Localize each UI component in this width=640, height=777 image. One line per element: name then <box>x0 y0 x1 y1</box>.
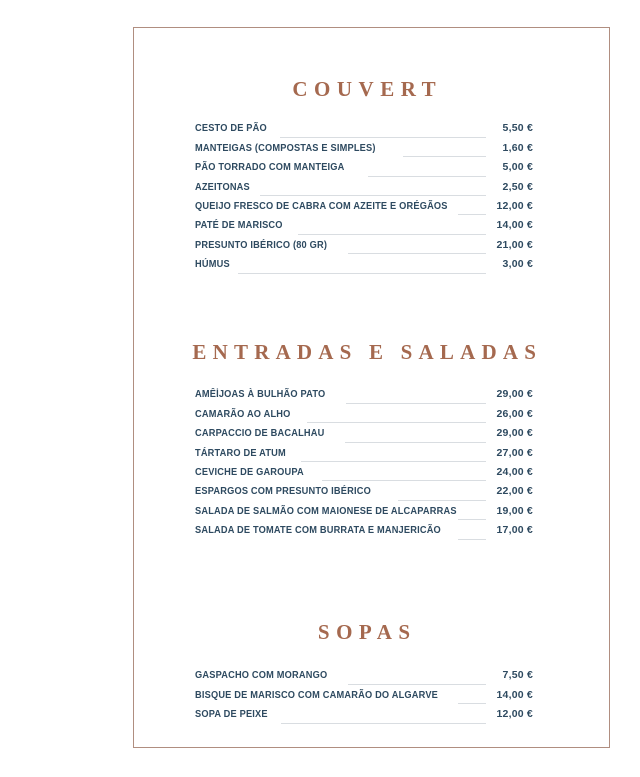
menu-item-name: CESTO DE PÃO <box>195 122 267 135</box>
leader-line <box>301 461 486 462</box>
leader-line <box>345 442 486 443</box>
menu-item-row <box>195 427 533 446</box>
menu-item-row <box>195 258 533 277</box>
leader-line <box>458 703 486 704</box>
menu-item-row <box>195 122 533 141</box>
menu-item-name: AMÊİJOAS À BULHÃO PATO <box>195 388 326 401</box>
menu-item-row <box>195 505 533 524</box>
menu-item-price: 19,00 € <box>496 504 533 517</box>
menu-item-name: CAMARÃO AO ALHO <box>195 407 291 420</box>
menu-item-name: MANTEIGAS (COMPOSTAS E SIMPLES) <box>195 141 376 154</box>
menu-item-price: 3,00 € <box>502 258 533 271</box>
leader-line <box>281 723 486 724</box>
menu-item-name: PRESUNTO IBÉRICO (80 GR) <box>195 238 328 251</box>
menu-section-couvert <box>195 62 533 278</box>
leader-line <box>458 539 486 540</box>
leader-line <box>260 195 486 196</box>
leader-line <box>280 137 486 138</box>
menu-item-name: BISQUE DE MARISCO COM CAMARÃO DO ALGARVE <box>195 688 439 701</box>
menu-item-list-sopas <box>195 669 533 727</box>
menu-item-price: 21,00 € <box>496 238 533 251</box>
leader-line <box>348 684 486 685</box>
menu-item-name: TÁRTARO DE ATUM <box>195 446 286 459</box>
menu-item-row <box>195 219 533 238</box>
leader-line <box>403 156 486 157</box>
menu-item-list-couvert <box>195 122 533 277</box>
menu-item-price: 5,00 € <box>502 161 533 174</box>
menu-item-price: 26,00 € <box>496 407 533 420</box>
menu-item-row <box>195 181 533 200</box>
menu-item-name: ESPARGOS COM PRESUNTO IBÉRICO <box>195 485 371 498</box>
menu-item-name: SALADA DE TOMATE COM BURRATA E MANJERICÃO <box>195 524 441 537</box>
menu-item-list-entradas-e-saladas <box>195 388 533 543</box>
menu-item-price: 29,00 € <box>496 388 533 401</box>
menu-item-price: 22,00 € <box>496 485 533 498</box>
menu-item-row <box>195 408 533 427</box>
menu-item-row <box>195 669 533 688</box>
menu-item-row <box>195 485 533 504</box>
section-title-sopas: SOPAS <box>317 620 417 645</box>
leader-line <box>238 273 486 274</box>
leader-line <box>368 176 486 177</box>
leader-line <box>298 234 486 235</box>
menu-item-name: CEVICHE DE GAROUPA <box>195 465 304 478</box>
menu-section-sopas <box>195 605 533 728</box>
menu-item-price: 14,00 € <box>496 688 533 701</box>
menu-item-name: QUEIJO FRESCO DE CABRA COM AZEITE E ORÉGÃOS <box>195 199 448 212</box>
menu-item-price: 24,00 € <box>496 465 533 478</box>
menu-item-price: 1,60 € <box>502 141 533 154</box>
menu-item-row <box>195 239 533 258</box>
menu-item-price: 29,00 € <box>496 427 533 440</box>
menu-item-price: 2,50 € <box>502 180 533 193</box>
menu-item-price: 14,00 € <box>496 219 533 232</box>
menu-item-price: 12,00 € <box>496 708 533 721</box>
menu-item-name: AZEITONAS <box>195 180 250 193</box>
menu-section-entradas-e-saladas <box>185 325 543 544</box>
menu-item-row <box>195 689 533 708</box>
leader-line <box>348 253 486 254</box>
menu-item-price: 17,00 € <box>496 524 533 537</box>
menu-item-row <box>195 524 533 543</box>
menu-item-row <box>195 447 533 466</box>
section-title-entradas-e-saladas: ENTRADAS E SALADAS <box>192 340 543 365</box>
leader-line <box>307 422 486 423</box>
menu-item-name: PÃO TORRADO COM MANTEIGA <box>195 161 345 174</box>
menu-item-name: GASPACHO COM MORANGO <box>195 669 328 682</box>
leader-line <box>458 519 486 520</box>
menu-item-name: HÚMUS <box>195 258 230 271</box>
menu-item-price: 27,00 € <box>496 446 533 459</box>
menu-item-row <box>195 161 533 180</box>
menu-item-row <box>195 466 533 485</box>
section-title-couvert: COUVERT <box>292 77 443 102</box>
leader-line <box>398 500 486 501</box>
leader-line <box>322 480 486 481</box>
menu-item-row <box>195 388 533 407</box>
menu-item-price: 12,00 € <box>496 199 533 212</box>
leader-line <box>346 403 486 404</box>
menu-item-name: SALADA DE SALMÃO COM MAIONESE DE ALCAPARRAS <box>195 504 457 517</box>
menu-item-price: 7,50 € <box>502 669 533 682</box>
menu-item-name: CARPACCIO DE BACALHAU <box>195 427 325 440</box>
leader-line <box>458 214 486 215</box>
menu-item-row <box>195 708 533 727</box>
menu-item-row <box>195 142 533 161</box>
menu-item-name: SOPA DE PEIXE <box>195 708 268 721</box>
menu-item-price: 5,50 € <box>502 122 533 135</box>
menu-item-row <box>195 200 533 219</box>
menu-item-name: PATÉ DE MARISCO <box>195 219 283 232</box>
